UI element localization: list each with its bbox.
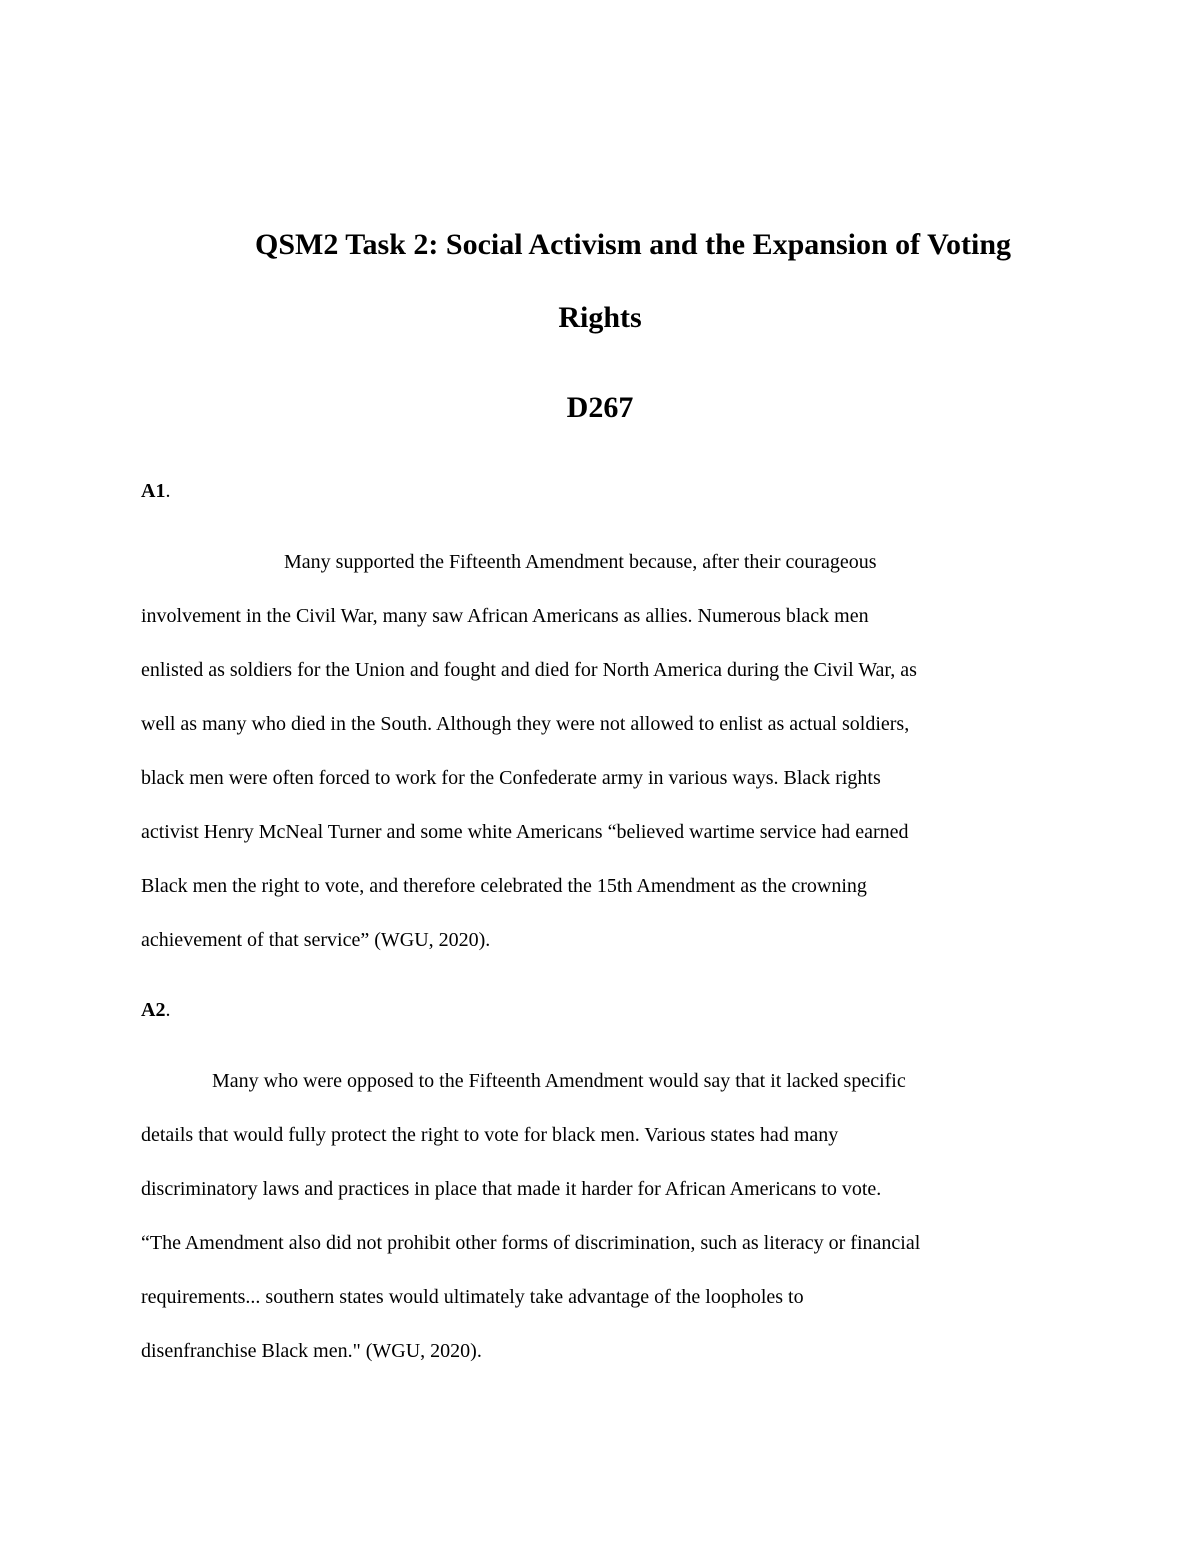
paragraph-a2-line: Many who were opposed to the Fifteenth Amendment would say that it lacked specific bbox=[212, 1070, 906, 1092]
section-heading-a1-label: A1 bbox=[141, 480, 166, 502]
paragraph-a2-line: discriminatory laws and practices in place that made it harder for African Americans to vote. bbox=[141, 1178, 882, 1200]
paragraph-a1-line: enlisted as soldiers for the Union and fought and died for North America during the Civil War, as bbox=[141, 659, 917, 681]
paragraph-a1-line: Black men the right to vote, and therefore celebrated the 15th Amendment as the crowning bbox=[141, 875, 867, 897]
document-title-line-1: QSM2 Task 2: Social Activism and the Expansion of Voting bbox=[254, 228, 1012, 261]
section-heading-a1-punct: . bbox=[165, 480, 171, 502]
paragraph-a2-line: details that would fully protect the right to vote for black men. Various states had many bbox=[141, 1124, 839, 1146]
section-heading-a2-label: A2 bbox=[141, 999, 166, 1021]
section-heading-a2-punct: . bbox=[165, 999, 171, 1021]
paragraph-a1-line: achievement of that service” (WGU, 2020). bbox=[141, 929, 491, 951]
paragraph-a1-line: activist Henry McNeal Turner and some white Americans “believed wartime service had earned bbox=[141, 821, 909, 843]
course-code: D267 bbox=[566, 391, 634, 424]
paragraph-a1-line: Many supported the Fifteenth Amendment because, after their courageous bbox=[284, 551, 877, 573]
paragraph-a1-line: involvement in the Civil War, many saw African Americans as allies. Numerous black men bbox=[141, 605, 869, 627]
document-title-line-2: Rights bbox=[558, 301, 642, 334]
paragraph-a2-line: “The Amendment also did not prohibit other forms of discrimination, such as literacy or financial bbox=[141, 1232, 921, 1254]
paragraph-a2-line: disenfranchise Black men." (WGU, 2020). bbox=[141, 1340, 482, 1362]
paragraph-a2-line: requirements... southern states would ultimately take advantage of the loopholes to bbox=[141, 1286, 804, 1308]
section-heading-a1 bbox=[141, 480, 170, 503]
section-heading-a2 bbox=[141, 999, 170, 1022]
paragraph-a1-line: black men were often forced to work for the Confederate army in various ways. Black rights bbox=[141, 767, 881, 789]
paragraph-a1-line: well as many who died in the South. Although they were not allowed to enlist as actual soldiers, bbox=[141, 713, 910, 735]
